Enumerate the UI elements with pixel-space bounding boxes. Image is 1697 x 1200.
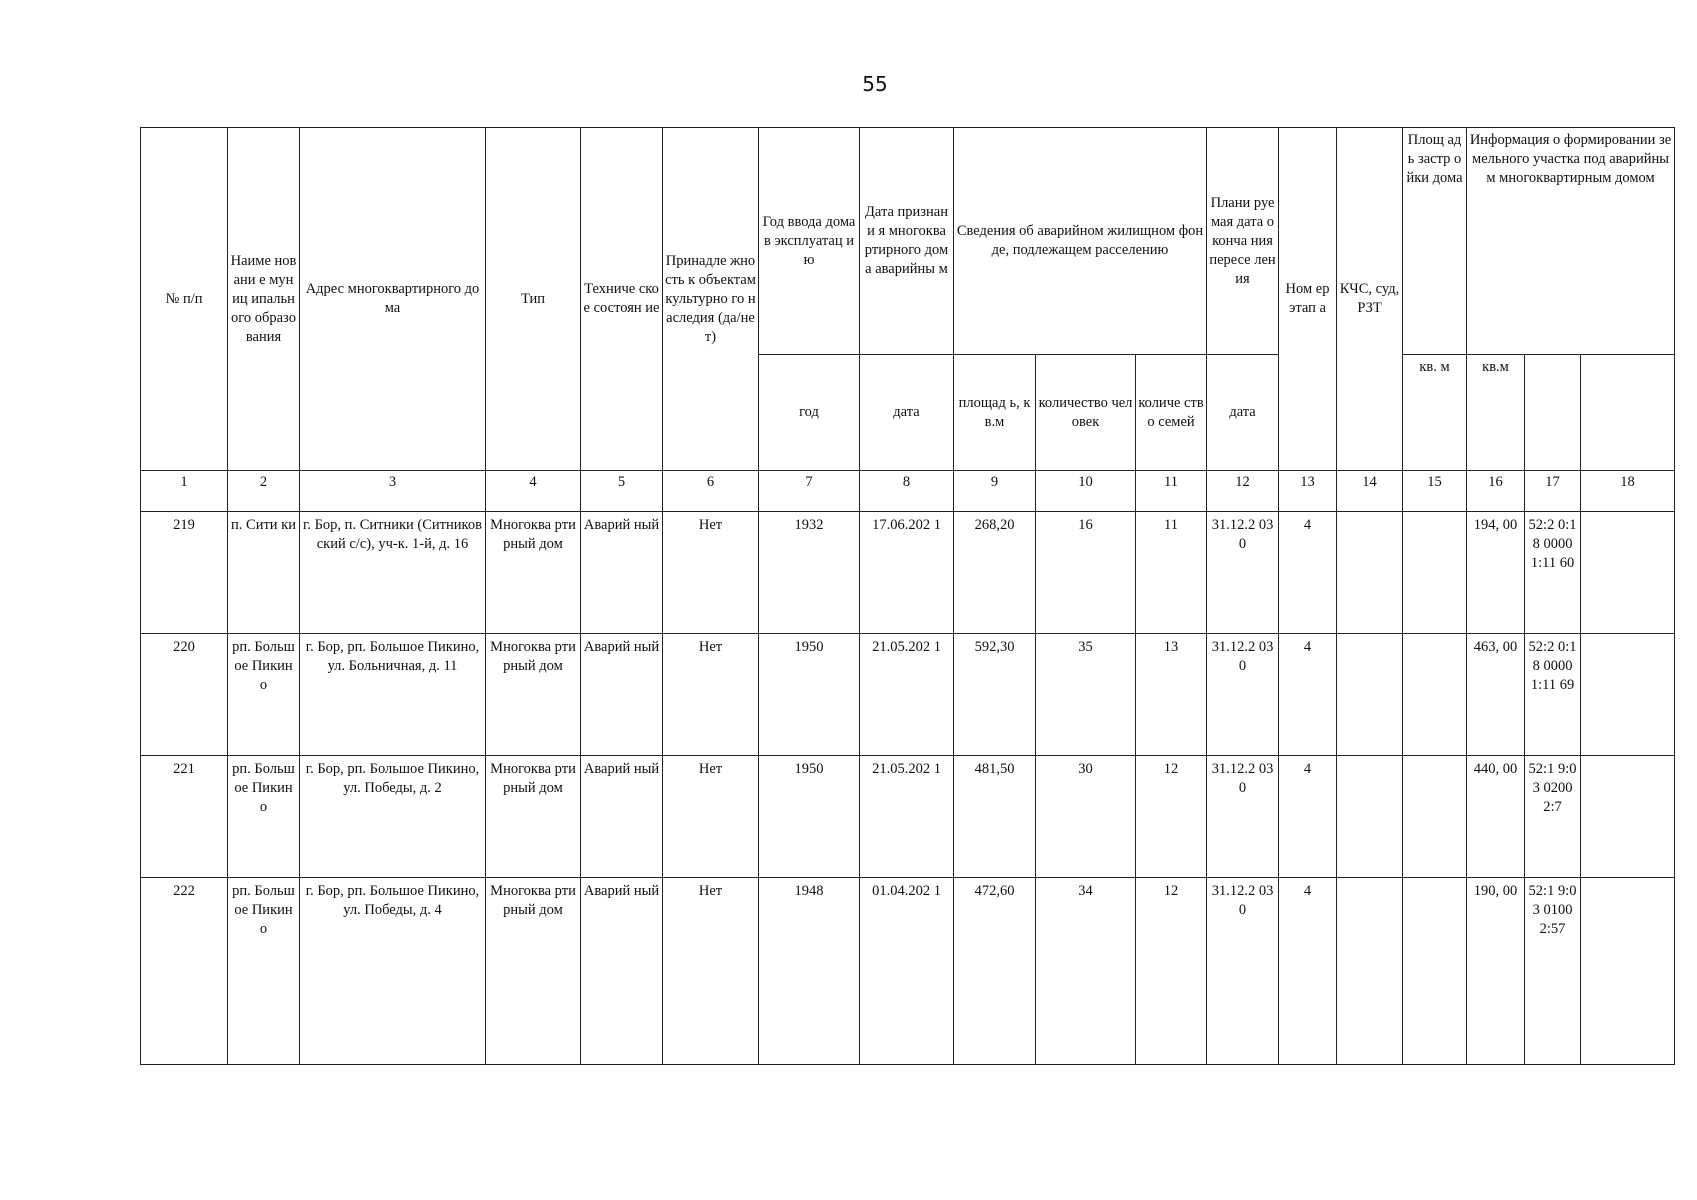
- cell-land-area: 194, 00: [1467, 512, 1525, 634]
- header-municipality: Наиме новани е муниц ипальн ого образо вания: [228, 128, 300, 471]
- cell-num: 222: [141, 878, 228, 1065]
- column-number: 9: [954, 471, 1036, 512]
- cell-area: 472,60: [954, 878, 1036, 1065]
- cell-persons: 35: [1036, 634, 1136, 756]
- column-number: 11: [1136, 471, 1207, 512]
- table-row: [141, 756, 1675, 878]
- cell-cadastral: 52:1 9:03 0200 2:7: [1525, 756, 1581, 878]
- cell-year: 1950: [759, 634, 860, 756]
- subheader-built-area-unit: кв. м: [1403, 355, 1467, 471]
- column-number-row: [141, 471, 1675, 512]
- header-num: № п/п: [141, 128, 228, 471]
- cell-built-area: [1403, 512, 1467, 634]
- cell-land-area: 440, 00: [1467, 756, 1525, 878]
- cell-families: 12: [1136, 878, 1207, 1065]
- header-land-info-title: Информация о формировании земельного участка под аварийным многоквартирным домом: [1469, 132, 1672, 186]
- cell-cadastral: 52:1 9:03 0100 2:57: [1525, 878, 1581, 1065]
- cell-type: Многоква ртирный дом: [486, 756, 581, 878]
- cell-cadastral: 52:2 0:18 0000 1:11 69: [1525, 634, 1581, 756]
- cell-planned-date: 31.12.2 030: [1207, 634, 1279, 756]
- cell-stage: 4: [1279, 756, 1337, 878]
- cell-year: 1948: [759, 878, 860, 1065]
- cell-type: Многоква ртирный дом: [486, 634, 581, 756]
- column-number: 7: [759, 471, 860, 512]
- cell-kchs: [1337, 512, 1403, 634]
- cell-area: 592,30: [954, 634, 1036, 756]
- cell-families: 12: [1136, 756, 1207, 878]
- cell-municipality: п. Сити ки: [228, 512, 300, 634]
- column-number: 3: [300, 471, 486, 512]
- cell-stage: 4: [1279, 512, 1337, 634]
- header-land-area: [1467, 355, 1525, 471]
- cell-planned-date: 31.12.2 030: [1207, 512, 1279, 634]
- cell-num: 220: [141, 634, 228, 756]
- header-row-1: [141, 128, 1675, 355]
- cell-built-area: [1403, 756, 1467, 878]
- cell-address: г. Бор, рп. Большое Пикино, ул. Победы, д. 4: [300, 878, 486, 1065]
- cell-municipality: рп. Больш ое Пикин о: [228, 756, 300, 878]
- table-row: [141, 634, 1675, 756]
- cell-persons: 30: [1036, 756, 1136, 878]
- cell-address: г. Бор, п. Ситники (Ситниковский с/с), уч-к. 1-й, д. 16: [300, 512, 486, 634]
- cell-num: 221: [141, 756, 228, 878]
- subheader-year: год: [759, 355, 860, 471]
- cell-cadastral: 52:2 0:18 0000 1:11 60: [1525, 512, 1581, 634]
- subheader-date: дата: [860, 355, 954, 471]
- cell-condition: Аварий ный: [581, 878, 663, 1065]
- header-built-area: Площ адь застр ойки дома: [1403, 128, 1467, 355]
- header-land-info: [1467, 128, 1675, 355]
- page-number: 55: [862, 72, 888, 96]
- cell-land-area: 463, 00: [1467, 634, 1525, 756]
- cell-year: 1932: [759, 512, 860, 634]
- subheader-families: количе ство семей: [1136, 355, 1207, 471]
- header-stage: Ном ер этап а: [1279, 128, 1337, 471]
- cell-stage: 4: [1279, 634, 1337, 756]
- cell-type: Многоква ртирный дом: [486, 512, 581, 634]
- column-number: 4: [486, 471, 581, 512]
- column-number: 12: [1207, 471, 1279, 512]
- subheader-planned-date: дата: [1207, 355, 1279, 471]
- cell-stage: 4: [1279, 878, 1337, 1065]
- cell-persons: 34: [1036, 878, 1136, 1065]
- cell-condition: Аварий ный: [581, 634, 663, 756]
- cell-land-char: [1581, 512, 1675, 634]
- cell-land-char: [1581, 878, 1675, 1065]
- header-planned-date: Плани руемая дата оконча ния пересе ления: [1207, 128, 1279, 355]
- column-number: 2: [228, 471, 300, 512]
- column-number: 17: [1525, 471, 1581, 512]
- cell-planned-date: 31.12.2 030: [1207, 878, 1279, 1065]
- cell-persons: 16: [1036, 512, 1136, 634]
- cell-condition: Аварий ный: [581, 512, 663, 634]
- cell-type: Многоква ртирный дом: [486, 878, 581, 1065]
- table-row: [141, 878, 1675, 1065]
- column-number: 15: [1403, 471, 1467, 512]
- cell-land-area: 190, 00: [1467, 878, 1525, 1065]
- cell-num: 219: [141, 512, 228, 634]
- header-kchs: КЧС, суд, РЗТ: [1337, 128, 1403, 471]
- header-cadastral: [1525, 355, 1581, 471]
- cell-year: 1950: [759, 756, 860, 878]
- cell-date-recognized: 17.06.202 1: [860, 512, 954, 634]
- column-number: 10: [1036, 471, 1136, 512]
- header-address: Адрес многоквартирного дома: [300, 128, 486, 471]
- cell-families: 13: [1136, 634, 1207, 756]
- cell-area: 481,50: [954, 756, 1036, 878]
- subheader-area: площад ь, кв.м: [954, 355, 1036, 471]
- cell-land-char: [1581, 756, 1675, 878]
- column-number: 6: [663, 471, 759, 512]
- cell-area: 268,20: [954, 512, 1036, 634]
- cell-heritage: Нет: [663, 512, 759, 634]
- cell-land-char: [1581, 634, 1675, 756]
- column-number: 5: [581, 471, 663, 512]
- header-year: Год ввода дома в эксплуатац ию: [759, 128, 860, 355]
- table-row: [141, 512, 1675, 634]
- cell-condition: Аварий ный: [581, 756, 663, 878]
- header-type: Тип: [486, 128, 581, 471]
- cell-date-recognized: 21.05.202 1: [860, 634, 954, 756]
- header-emergency-fund: Сведения об аварийном жилищном фонде, подлежащем расселению: [954, 128, 1207, 355]
- column-number: 13: [1279, 471, 1337, 512]
- cell-heritage: Нет: [663, 634, 759, 756]
- cell-address: г. Бор, рп. Большое Пикино, ул. Победы, д. 2: [300, 756, 486, 878]
- cell-families: 11: [1136, 512, 1207, 634]
- column-number: 1: [141, 471, 228, 512]
- cell-kchs: [1337, 634, 1403, 756]
- cell-heritage: Нет: [663, 756, 759, 878]
- cell-built-area: [1403, 634, 1467, 756]
- cell-built-area: [1403, 878, 1467, 1065]
- column-number: 16: [1467, 471, 1525, 512]
- cell-heritage: Нет: [663, 878, 759, 1065]
- column-number: 18: [1581, 471, 1675, 512]
- column-number: 14: [1337, 471, 1403, 512]
- header-date-recognized: Дата признани я многоква ртирного дома аварийны м: [860, 128, 954, 355]
- cell-municipality: рп. Больш ое Пикин о: [228, 878, 300, 1065]
- cell-date-recognized: 21.05.202 1: [860, 756, 954, 878]
- cell-address: г. Бор, рп. Большое Пикино, ул. Больничная, д. 11: [300, 634, 486, 756]
- header-condition: Техниче ское состоян ие: [581, 128, 663, 471]
- cell-kchs: [1337, 756, 1403, 878]
- emergency-housing-table: [140, 127, 1675, 1065]
- cell-municipality: рп. Больш ое Пикин о: [228, 634, 300, 756]
- cell-date-recognized: 01.04.202 1: [860, 878, 954, 1065]
- column-number: 8: [860, 471, 954, 512]
- header-land-char: [1581, 355, 1675, 471]
- cell-planned-date: 31.12.2 030: [1207, 756, 1279, 878]
- cell-kchs: [1337, 878, 1403, 1065]
- subheader-persons: количество человек: [1036, 355, 1136, 471]
- header-heritage: Принадле жность к объектам культурно го наследия (да/нет): [663, 128, 759, 471]
- subheader-land-area-unit: кв.м: [1482, 359, 1509, 375]
